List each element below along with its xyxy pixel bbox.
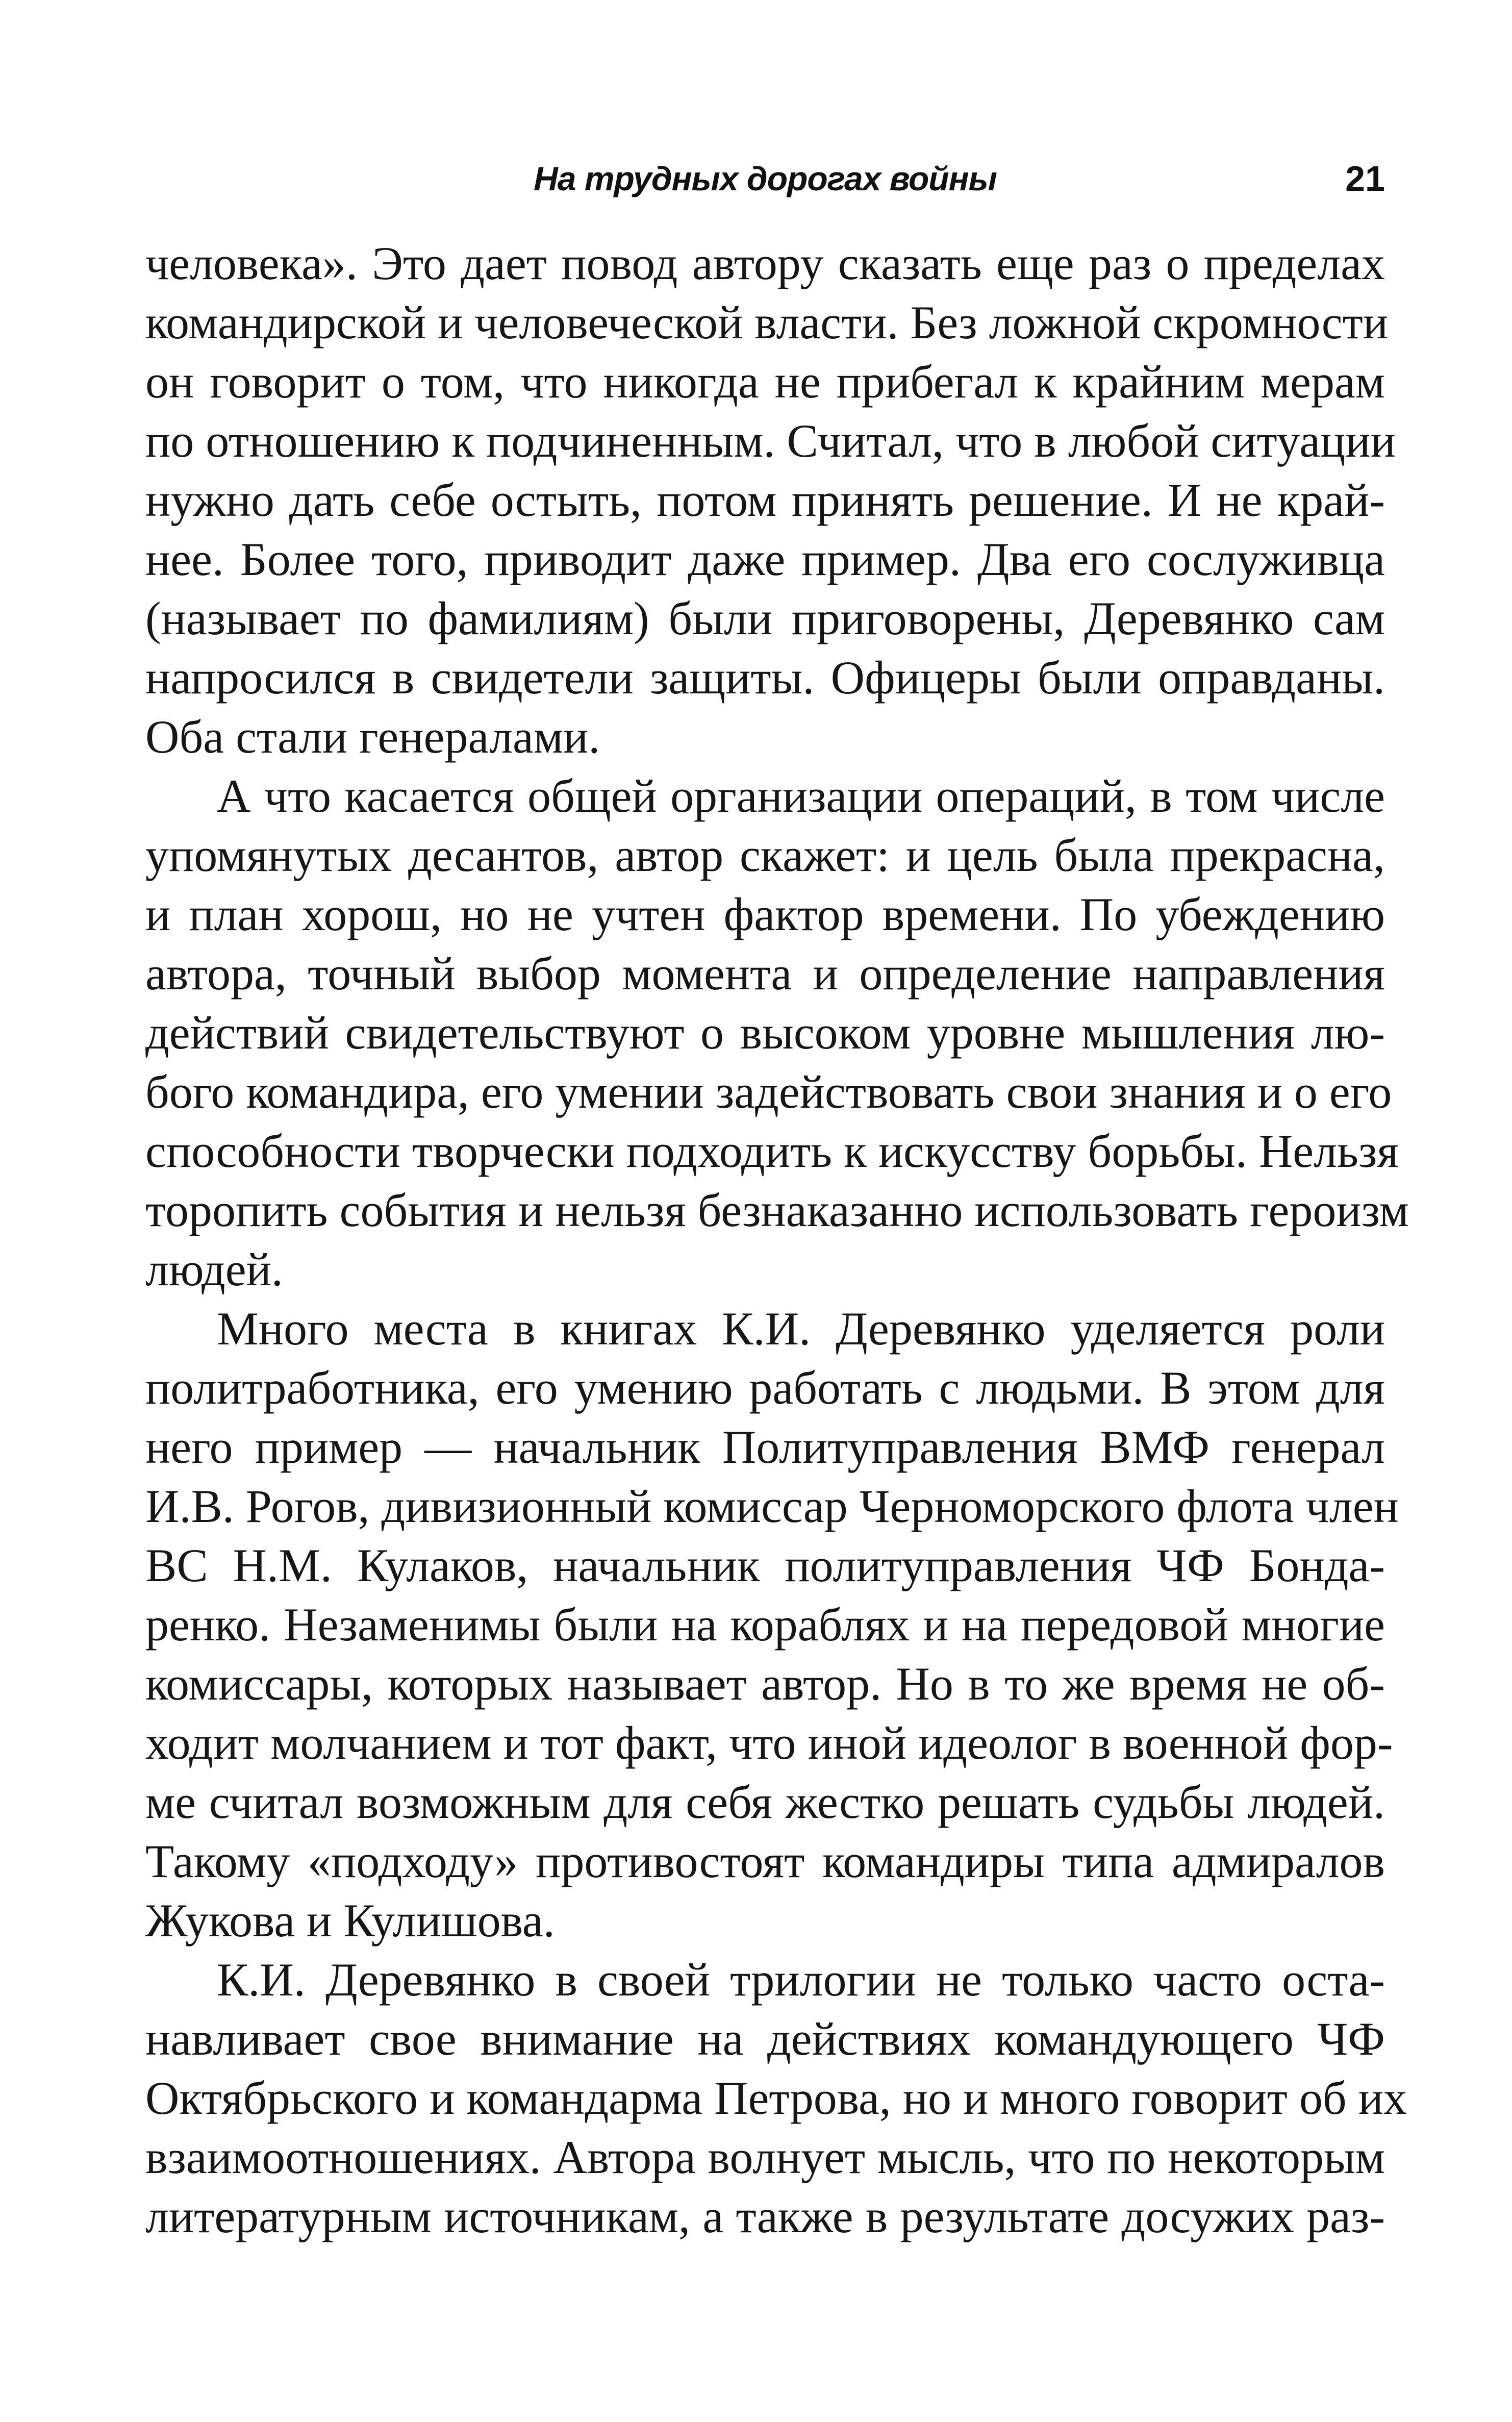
text-line: автора, точный выбор момента и определение направления [145,947,1385,1000]
text-line: Оба стали генералами. [145,711,600,763]
page-header [145,153,1385,209]
text-line: людей. [145,1243,283,1295]
text-line: торопить события и нельзя безнаказанно использовать героизм [145,1184,1409,1236]
text-line: человека». Это дает повод автору сказать еще раз о пределах [145,237,1385,289]
text-line: действий свидетельствуют о высоком уровне мышления лю- [145,1007,1385,1059]
text-line: А что касается общей организации операций, в том числе [217,770,1385,822]
text-line: по отношению к подчиненным. Считал, что в любой ситуации [145,415,1396,467]
paragraph [145,766,1409,1299]
text-line: Много места в книгах К.И. Деревянко уделяется роли [217,1303,1385,1355]
body-text [145,234,1409,2246]
text-line: политработника, его умению работать с людьми. В этом для [145,1362,1385,1414]
text-line: он говорит о том, что никогда не прибегал к крайним мерам [145,356,1385,408]
text-line: взаимоотношениях. Автора волнует мысль, что по некоторым [145,2131,1385,2183]
text-line: способности творчески подходить к искусству борьбы. Нельзя [145,1125,1399,1177]
text-line: ренко. Незаменимы были на кораблях и на передовой многие [145,1599,1385,1651]
text-line: Жукова и Кулишова. [145,1894,555,1946]
page-number: 21 [1345,159,1385,198]
text-line: него пример — начальник Политуправления ВМФ генерал [145,1421,1385,1473]
text-line: ходит молчанием и тот факт, что иной идеолог в военной фор- [145,1717,1393,1769]
text-line: напросился в свидетели защиты. Офицеры были оправданы. [145,652,1385,704]
text-line: комиссары, которых называет автор. Но в то же время не об- [145,1658,1385,1710]
text-line: (называет по фамилиям) были приговорены, Деревянко сам [145,592,1385,644]
paragraph [145,1950,1407,2246]
text-line: нее. Более того, приводит даже пример. Два его сослуживца [145,533,1385,585]
text-line: К.И. Деревянко в своей трилогии не только часто оста- [217,1954,1385,2006]
text-line: нужно дать себе остыть, потом принять решение. И не край- [145,474,1385,526]
paragraph [145,234,1396,766]
text-line: литературным источникам, а также в результате досужих раз- [145,2190,1385,2242]
text-line: и план хорош, но не учтен фактор времени. По убеждению [145,888,1385,940]
paragraph [145,1299,1399,1950]
text-line: ме считал возможным для себя жестко решать судьбы людей. [145,1776,1385,1828]
text-line: командирской и человеческой власти. Без ложной скромности [145,296,1389,348]
text-line: навливает свое внимание на действиях командующего ЧФ [145,2013,1385,2065]
text-line: ВС Н.М. Кулаков, начальник политуправления ЧФ Бонда- [145,1539,1385,1591]
text-line: Такому «подходу» противостоят командиры типа адмиралов [145,1835,1385,1887]
text-line: Октябрьского и командарма Петрова, но и много говорит об их [145,2072,1407,2124]
text-line: И.В. Рогов, дивизионный комиссар Черноморского флота член [145,1480,1399,1532]
text-line: бого командира, его умении задействовать свои знания и о его [145,1066,1392,1118]
text-line: упомянутых десантов, автор скажет: и цель была прекрасна, [145,829,1385,881]
running-title: На трудных дорогах войны [534,160,997,197]
